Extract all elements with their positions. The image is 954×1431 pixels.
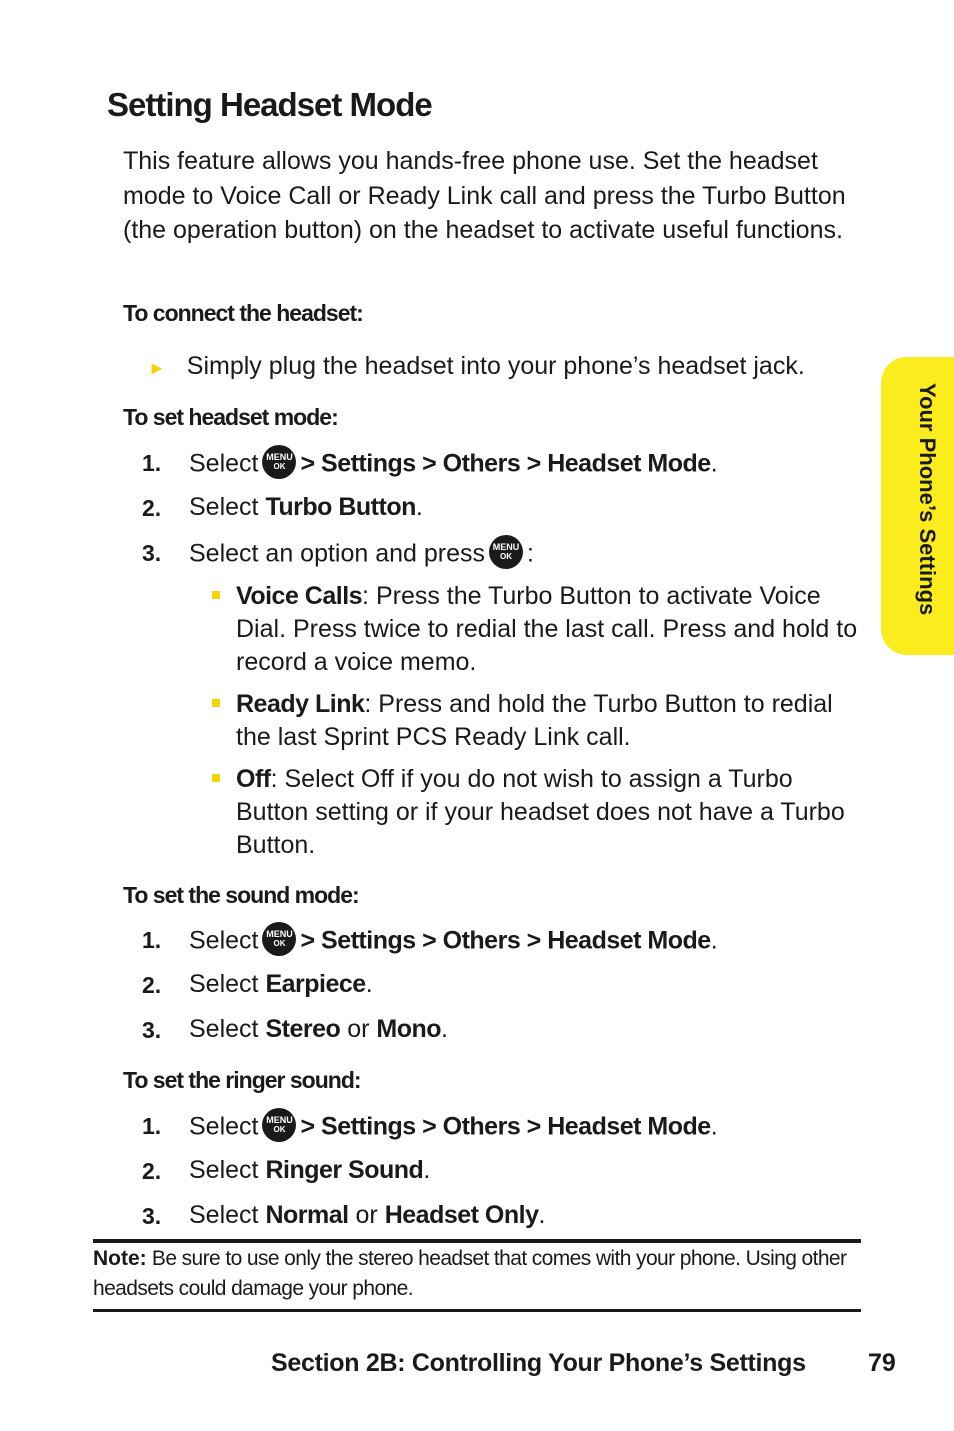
headset-mode-heading: To set headset mode:: [123, 404, 338, 430]
square-bullet-icon: [212, 699, 220, 707]
ringer-sound-step-3: Select Normal or Headset Only.: [189, 1201, 546, 1229]
arrow-bullet-icon: ►: [148, 358, 166, 378]
step-number: 3.: [142, 1203, 162, 1229]
step-number: 1.: [142, 450, 162, 476]
footer-section: Section 2B: Controlling Your Phone’s Settings: [271, 1349, 806, 1377]
step-number: 2.: [142, 1158, 162, 1184]
connect-step-text: Simply plug the headset into your phone’s headset jack.: [186, 352, 805, 380]
step-number: 1.: [142, 1113, 162, 1139]
option-voice-calls: Voice Calls: Press the Turbo Button to activate Voice Dial. Press twice to redial the last call. Press and hold to record a voice memo.: [236, 582, 858, 676]
option-ready-link: Ready Link: Press and hold the Turbo Button to redial the last Sprint PCS Ready Link call.: [236, 690, 833, 751]
sound-mode-step-3: Select Stereo or Mono.: [189, 1015, 448, 1043]
sound-mode-heading: To set the sound mode:: [123, 882, 359, 908]
note-text: Be sure to use only the stereo headset that comes with your phone. Using other headsets could damage your phone.: [93, 1247, 847, 1300]
step-number: 3.: [142, 540, 162, 566]
step-number: 2.: [142, 495, 162, 521]
sound-mode-step-1: Select MENU OK > Settings > Others > Headset Mode.: [189, 925, 718, 959]
step-number: 3.: [142, 1017, 162, 1043]
page-title: Setting Headset Mode: [107, 86, 432, 123]
menu-ok-icon: MENU OK: [262, 922, 296, 956]
ringer-sound-step-2: Select Ringer Sound.: [189, 1156, 431, 1184]
note-bottom-rule: [93, 1309, 861, 1312]
note-box: [93, 1244, 863, 1304]
page-number: 79: [868, 1349, 896, 1377]
headset-mode-step-3: Select an option and press MENU OK :: [189, 538, 534, 572]
menu-ok-icon: MENU OK: [262, 445, 296, 479]
square-bullet-icon: [212, 774, 220, 782]
ringer-sound-heading: To set the ringer sound:: [123, 1067, 361, 1093]
ringer-sound-step-1: Select MENU OK > Settings > Others > Headset Mode.: [189, 1111, 718, 1145]
menu-ok-icon: MENU OK: [262, 1108, 296, 1142]
step-number: 1.: [142, 927, 162, 953]
step-number: 2.: [142, 972, 162, 998]
note-label: Note:: [93, 1247, 147, 1270]
side-tab-label: Your Phone’s Settings: [915, 383, 940, 616]
option-off: Off: Select Off if you do not wish to assign a Turbo Button setting or if your headset does not have a Turbo Button.: [236, 765, 845, 859]
menu-ok-icon: MENU OK: [489, 535, 523, 569]
note-top-rule: [93, 1239, 861, 1243]
headset-mode-step-1: Select MENU OK > Settings > Others > Headset Mode.: [189, 448, 718, 482]
square-bullet-icon: [212, 591, 220, 599]
sound-mode-step-2: Select Earpiece.: [189, 970, 373, 998]
headset-mode-step-2: Select Turbo Button.: [189, 493, 423, 521]
connect-heading: To connect the headset:: [123, 300, 363, 326]
intro-paragraph: This feature allows you hands-free phone use. Set the headset mode to Voice Call or Ready Link call and press the Turbo Button (the operation button) on the headset to activate useful functions.: [123, 147, 846, 244]
connect-step: [148, 352, 805, 381]
